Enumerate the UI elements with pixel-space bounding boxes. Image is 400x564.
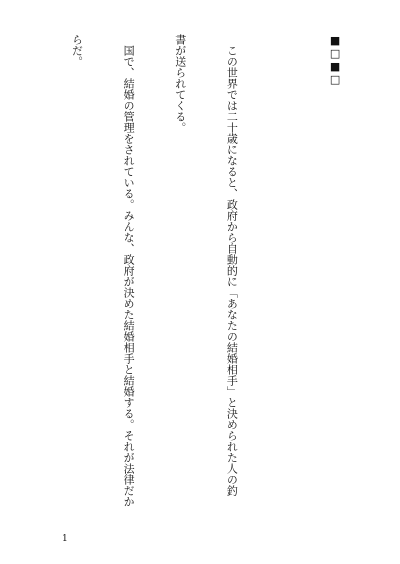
text-line: 国で、結婚の管理をされている。みんな、政府が決めた結婚相手と結婚する。それが法律だか	[122, 34, 136, 507]
blank-line	[17, 34, 34, 36]
vertical-text-body	[8, 34, 378, 524]
blank-line	[275, 34, 292, 36]
text-line: 書が送られてくる。	[173, 34, 187, 133]
text-line: この世界では二十歳になると、政府から自動的に「あなたの結婚相手」と決められた人の釣	[225, 34, 239, 496]
text-line: らだ。	[70, 34, 84, 67]
page-number: 1	[62, 534, 68, 544]
section-marks: ■□■□	[328, 34, 342, 86]
